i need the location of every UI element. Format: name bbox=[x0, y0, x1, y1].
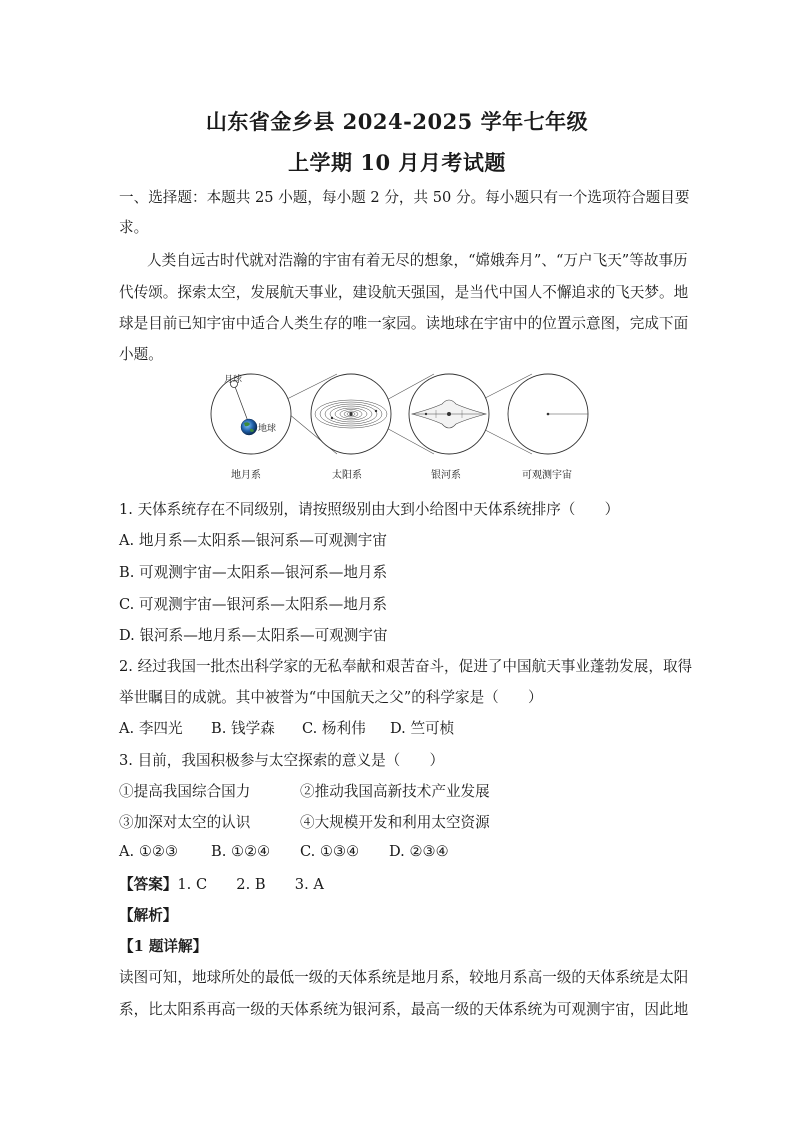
passage-line: 代传颂。探索太空，发展航天事业，建设航天强国，是当代中国人不懈追求的飞天梦。地 bbox=[119, 284, 689, 301]
milky-way-figure bbox=[409, 374, 489, 454]
question-3-options bbox=[119, 843, 449, 860]
caption-solar-system: 太阳系 bbox=[332, 470, 362, 481]
answer-line bbox=[119, 873, 324, 894]
question-3-option-c: C. ①③④ bbox=[300, 843, 360, 860]
question-1-option-b: B. 可观测宇宙—太阳系—银河系—地月系 bbox=[119, 564, 388, 581]
earth-icon bbox=[241, 419, 257, 435]
diagram-captions bbox=[206, 466, 592, 482]
question-2-option-a: A. 李四光 bbox=[119, 720, 183, 737]
question-3-option-d: D. ②③④ bbox=[389, 843, 449, 860]
question-2-stem-line2: 举世瞩目的成就。其中被誉为“中国航天之父”的科学家是（ ） bbox=[119, 689, 543, 706]
question-2-option-b: B. 钱学森 bbox=[211, 720, 275, 737]
earth-position-diagram bbox=[206, 372, 592, 464]
earth-label: 地球 bbox=[258, 424, 277, 434]
observable-universe-figure bbox=[508, 374, 588, 454]
question-3-stem: 3. 目前，我国积极参与太空探索的意义是（ ） bbox=[119, 752, 445, 769]
section-heading-line1: 一、选择题：本题共 25 小题，每小题 2 分，共 50 分。每小题只有一个选项符合题目要 bbox=[119, 189, 690, 206]
doc-title-line1: 山东省金乡县 2024-2025 学年七年级 bbox=[205, 109, 589, 134]
question-3-option-a: A. ①②③ bbox=[119, 843, 179, 860]
analysis-label: 【解析】 bbox=[119, 907, 178, 924]
section-heading-line2: 求。 bbox=[119, 219, 149, 236]
question-3-item-1: ①提高我国综合国力 bbox=[119, 783, 251, 800]
question-3-items-row1 bbox=[119, 780, 490, 801]
question-2-option-c: C. 杨利伟 bbox=[302, 720, 366, 737]
passage-line: 人类自远古时代就对浩瀚的宇宙有着无尽的想象，“嫦娥奔月”、“万户飞天”等故事历 bbox=[147, 252, 688, 269]
question-3-items-row2 bbox=[119, 811, 490, 832]
caption-milky-way: 银河系 bbox=[431, 470, 461, 481]
question-3-item-3: ③加深对太空的认识 bbox=[119, 814, 251, 831]
passage-line: 小题。 bbox=[119, 346, 163, 363]
doc-title-line2: 上学期 10 月月考试题 bbox=[288, 150, 506, 175]
passage-line: 球是目前已知宇宙中适合人类生存的唯一家园。读地球在宇宙中的位置示意图，完成下面 bbox=[119, 315, 689, 332]
question-1-option-a: A. 地月系—太阳系—银河系—可观测宇宙 bbox=[119, 532, 387, 549]
detail-line: 系，比太阳系再高一级的天体系统为银河系，最高一级的天体系统为可观测宇宙，因此地 bbox=[119, 1001, 689, 1018]
question-1-stem: 1. 天体系统存在不同级别，请按照级别由大到小给图中天体系统排序（ ） bbox=[119, 501, 620, 518]
moon-label: 月球 bbox=[224, 375, 243, 385]
question-3-option-b: B. ①②④ bbox=[211, 843, 271, 860]
question-2-stem-line1: 2. 经过我国一批杰出科学家的无私奉献和艰苦奋斗，促进了中国航天事业蓬勃发展，取得 bbox=[119, 658, 693, 675]
caption-observable-universe: 可观测宇宙 bbox=[522, 470, 572, 481]
caption-earth-moon: 地月系 bbox=[231, 470, 261, 481]
question-2-options bbox=[119, 717, 454, 738]
question-1-option-c: C. 可观测宇宙—银河系—太阳系—地月系 bbox=[119, 596, 388, 613]
solar-system-figure bbox=[311, 374, 391, 454]
earth-moon-system-figure bbox=[211, 373, 291, 454]
answer-text: 1. C 2. B 3. A bbox=[177, 876, 324, 893]
detail-label: 【1 题详解】 bbox=[119, 938, 208, 955]
detail-line: 读图可知，地球所处的最低一级的天体系统是地月系，较地月系高一级的天体系统是太阳 bbox=[119, 969, 689, 986]
question-1-option-d: D. 银河系—地月系—太阳系—可观测宇宙 bbox=[119, 627, 388, 644]
question-3-item-2: ②推动我国高新技术产业发展 bbox=[300, 783, 490, 800]
answer-label: 【答案】 bbox=[119, 876, 178, 893]
question-3-item-4: ④大规模开发和利用太空资源 bbox=[300, 814, 490, 831]
question-2-option-d: D. 竺可桢 bbox=[390, 720, 455, 737]
